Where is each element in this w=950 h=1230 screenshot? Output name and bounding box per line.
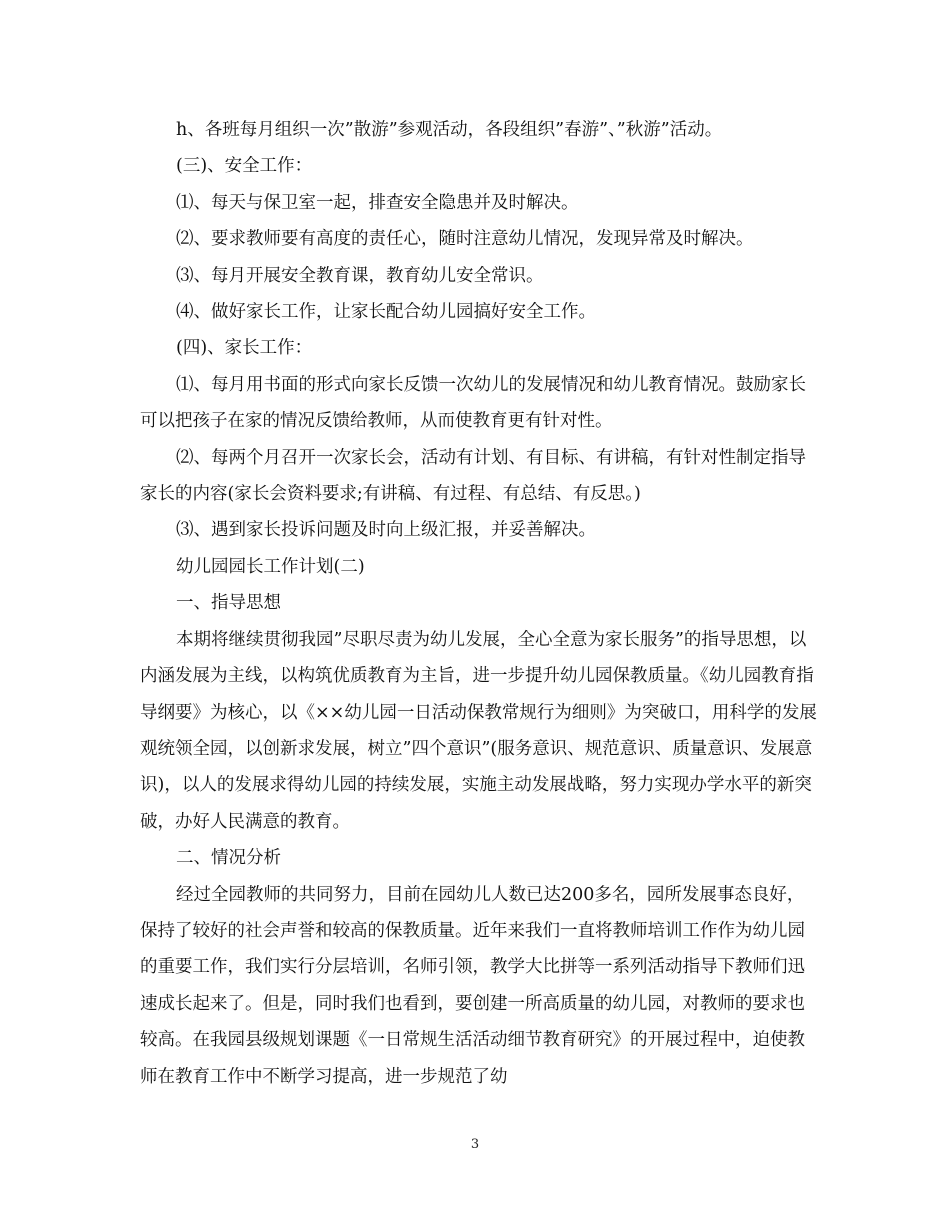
document-body	[140, 112, 820, 1095]
paragraph-safety-item-1: ⑴、每天与保卫室一起，排查安全隐患并及时解决。	[176, 192, 579, 213]
heading-situation-analysis: 二、情况分析	[176, 848, 281, 869]
heading-safety-work: (三)、安全工作：	[176, 156, 313, 177]
paragraph-parent-item-1: ⑴、每月用书面的形式向家长反馈一次幼儿的发展情况和幼儿教育情况。鼓励家长可以把孩子在家的情况反馈给教师，从而使教育更有针对性。	[140, 374, 806, 432]
heading-guiding-ideology: 一、指导思想	[176, 593, 281, 614]
paragraph-safety-item-3: ⑶、每月开展安全教育课，教育幼儿安全常识。	[176, 265, 544, 286]
paragraph-situation-analysis: 经过全园教师的共同努力，目前在园幼儿人数已达200多名，园所发展事态良好，保持了较好的社会声誉和较高的保教质量。近年来我们一直将教师培训工作作为幼儿园的重要工作，我们实行分层培训，名师引领，教学大比拼等一系列活动指导下教师们迅速成长起来了。但是，同时我们也看到，要创建一所高质量的幼儿园，对教师的要求也较高。在我园县级规划课题《一日常规生活活动细节教育研究》的开展过程中，迫使教师在教育工作中不断学习提高，进一步规范了幼	[140, 884, 805, 1087]
paragraph-parent-item-2: ⑵、每两个月召开一次家长会，活动有计划、有目标、有讲稿，有针对性制定指导家长的内容(家长会资料要求;有讲稿、有过程、有总结、有反思。)	[140, 447, 806, 505]
heading-parent-work: (四)、家长工作：	[176, 338, 313, 359]
section-title-plan-two: 幼儿园园长工作计划(二)	[176, 556, 365, 577]
paragraph-safety-item-4: ⑷、做好家长工作，让家长配合幼儿园搞好安全工作。	[176, 302, 596, 323]
paragraph-guiding-ideology: 本期将继续贯彻我园”尽职尽责为幼儿发展，全心全意为家长服务”的指导思想，以内涵发展为主线，以构筑优质教育为主旨，进一步提升幼儿园保教质量。《幼儿园教育指导纲要》为核心，以《××幼儿园一日活动保教常规行为细则》为突破口，用科学的发展观统领全园，以创新求发展，树立”四个意识”(服务意识、规范意识、质量意识、发展意识)，以人的发展求得幼儿园的持续发展，实施主动发展战略，努力实现办学水平的新突破，办好人民满意的教育。	[140, 629, 817, 832]
paragraph-parent-item-3: ⑶、遇到家长投诉问题及时向上级汇报，并妥善解决。	[176, 520, 596, 541]
page-number: 3	[470, 1137, 480, 1152]
paragraph-safety-item-2: ⑵、要求教师要有高度的责任心，随时注意幼儿情况，发现异常及时解决。	[176, 229, 754, 250]
paragraph-spring-autumn-outings: h、各班每月组织一次”散游”参观活动，各段组织”春游”、”秋游”活动。	[176, 120, 723, 140]
